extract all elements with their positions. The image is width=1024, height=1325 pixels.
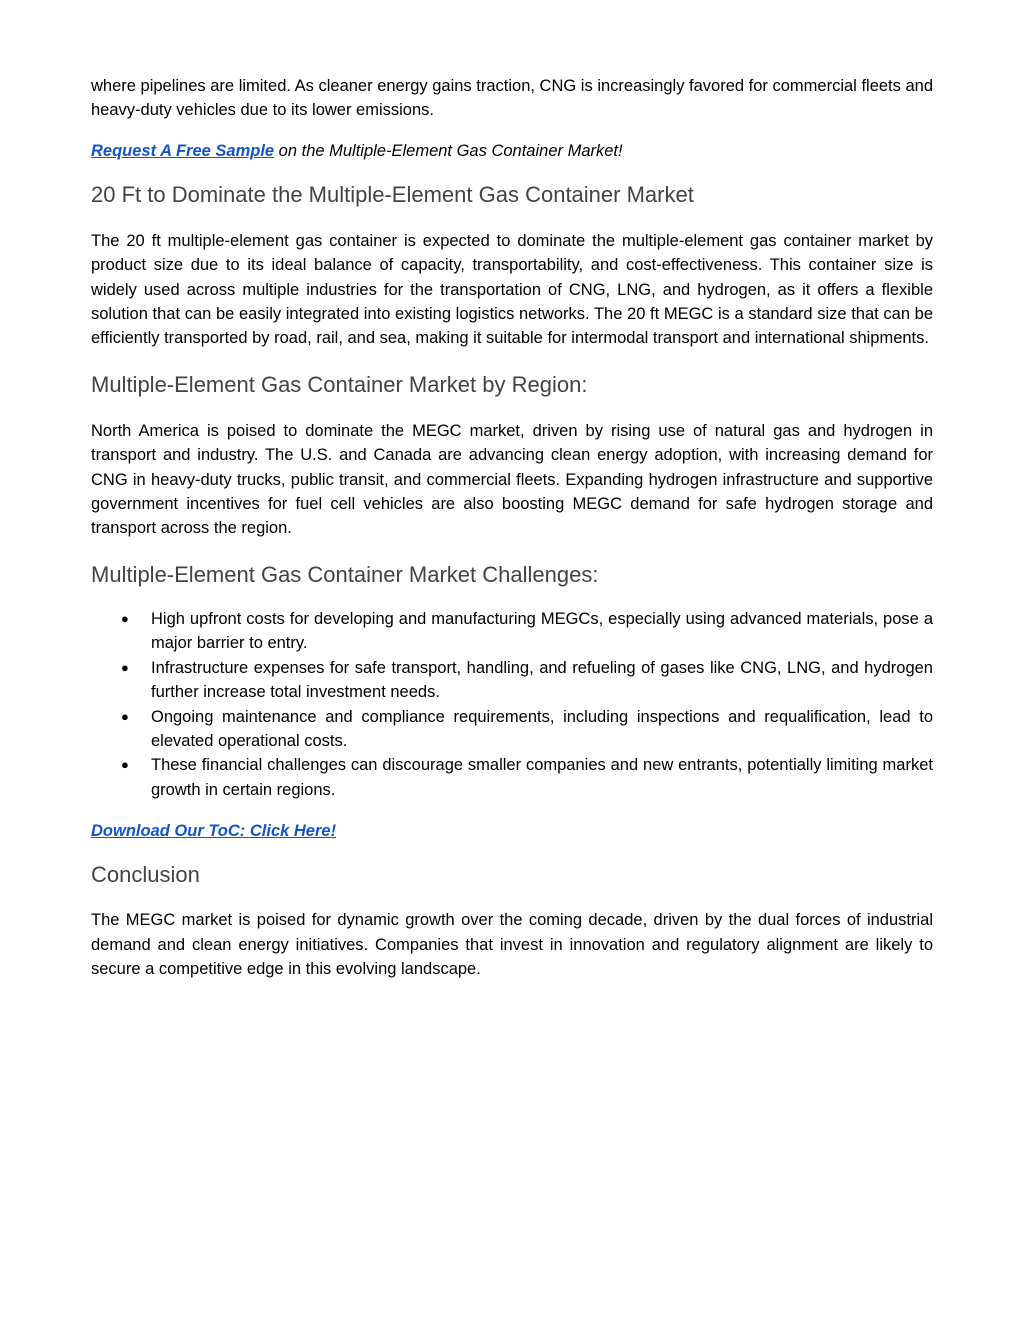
toc-link-line <box>91 819 933 843</box>
list-item-text: Ongoing maintenance and compliance requirements, including inspections and requalification, lead to elevated operational costs. <box>151 707 933 750</box>
list-item-text: These financial challenges can discourage smaller companies and new entrants, potentially limiting market growth in certain regions. <box>151 756 933 799</box>
list-item <box>91 607 933 656</box>
list-item-text: Infrastructure expenses for safe transport, handling, and refueling of gases like CNG, LNG, and hydrogen further increase total investment needs. <box>151 658 933 702</box>
bullet-icon: ● <box>121 757 129 773</box>
heading-conclusion: Conclusion <box>91 862 200 888</box>
bullet-icon: ● <box>121 708 129 724</box>
heading-challenges: Multiple-Element Gas Container Market Challenges: <box>91 561 599 587</box>
paragraph-region: North America is poised to dominate the MEGC market, driven by rising use of natural gas and hydrogen in transport and industry. The U.S. and Canada are advancing clean energy adoption, with increasing demand for CNG in heavy-duty trucks, public transit, and commercial fleets. Expanding hydrogen infrastructure and supportive government incentives for fuel cell vehicles are also boosting MEGC demand for safe hydrogen storage and transport across the region. <box>91 421 933 538</box>
request-sample-link[interactable]: Request A Free Sample <box>91 141 275 160</box>
bullet-icon: ● <box>121 659 129 675</box>
list-item <box>91 705 933 754</box>
sample-link-suffix: on the Multiple-Element Gas Container Market! <box>274 141 623 160</box>
paragraph-20ft: The 20 ft multiple-element gas container is expected to dominate the multiple-element gas container market by product size due to its ideal balance of capacity, transportability, and cost-effectiveness. This container size is widely used across multiple industries for the transportation of CNG, LNG, and hydrogen, as it offers a flexible solution that can be easily integrated into existing logistics networks. The 20 ft MEGC is a standard size that can be efficiently transported by road, rail, and sea, making it suitable for intermodal transport and international shipments. <box>91 231 933 348</box>
list-item-text: High upfront costs for developing and manufacturing MEGCs, especially using advanced materials, pose a major barrier to entry. <box>151 609 933 653</box>
heading-20ft: 20 Ft to Dominate the Multiple-Element Gas Container Market <box>91 181 694 207</box>
intro-paragraph: where pipelines are limited. As cleaner energy gains traction, CNG is increasingly favored for commercial fleets and heavy-duty vehicles due to its lower emissions. <box>91 77 933 120</box>
heading-region: Multiple-Element Gas Container Market by Region: <box>91 371 588 397</box>
sample-link-line <box>91 139 933 163</box>
paragraph-conclusion: The MEGC market is poised for dynamic growth over the coming decade, driven by the dual forces of industrial demand and clean energy initiatives. Companies that invest in innovation and regulatory alignment are likely to secure a competitive edge in this evolving landscape. <box>91 911 933 978</box>
challenges-list <box>91 607 933 802</box>
bullet-icon: ● <box>121 610 129 626</box>
download-toc-link[interactable]: Download Our ToC: Click Here! <box>91 822 337 841</box>
list-item <box>91 656 933 705</box>
list-item <box>91 753 933 802</box>
document-page <box>91 74 933 981</box>
